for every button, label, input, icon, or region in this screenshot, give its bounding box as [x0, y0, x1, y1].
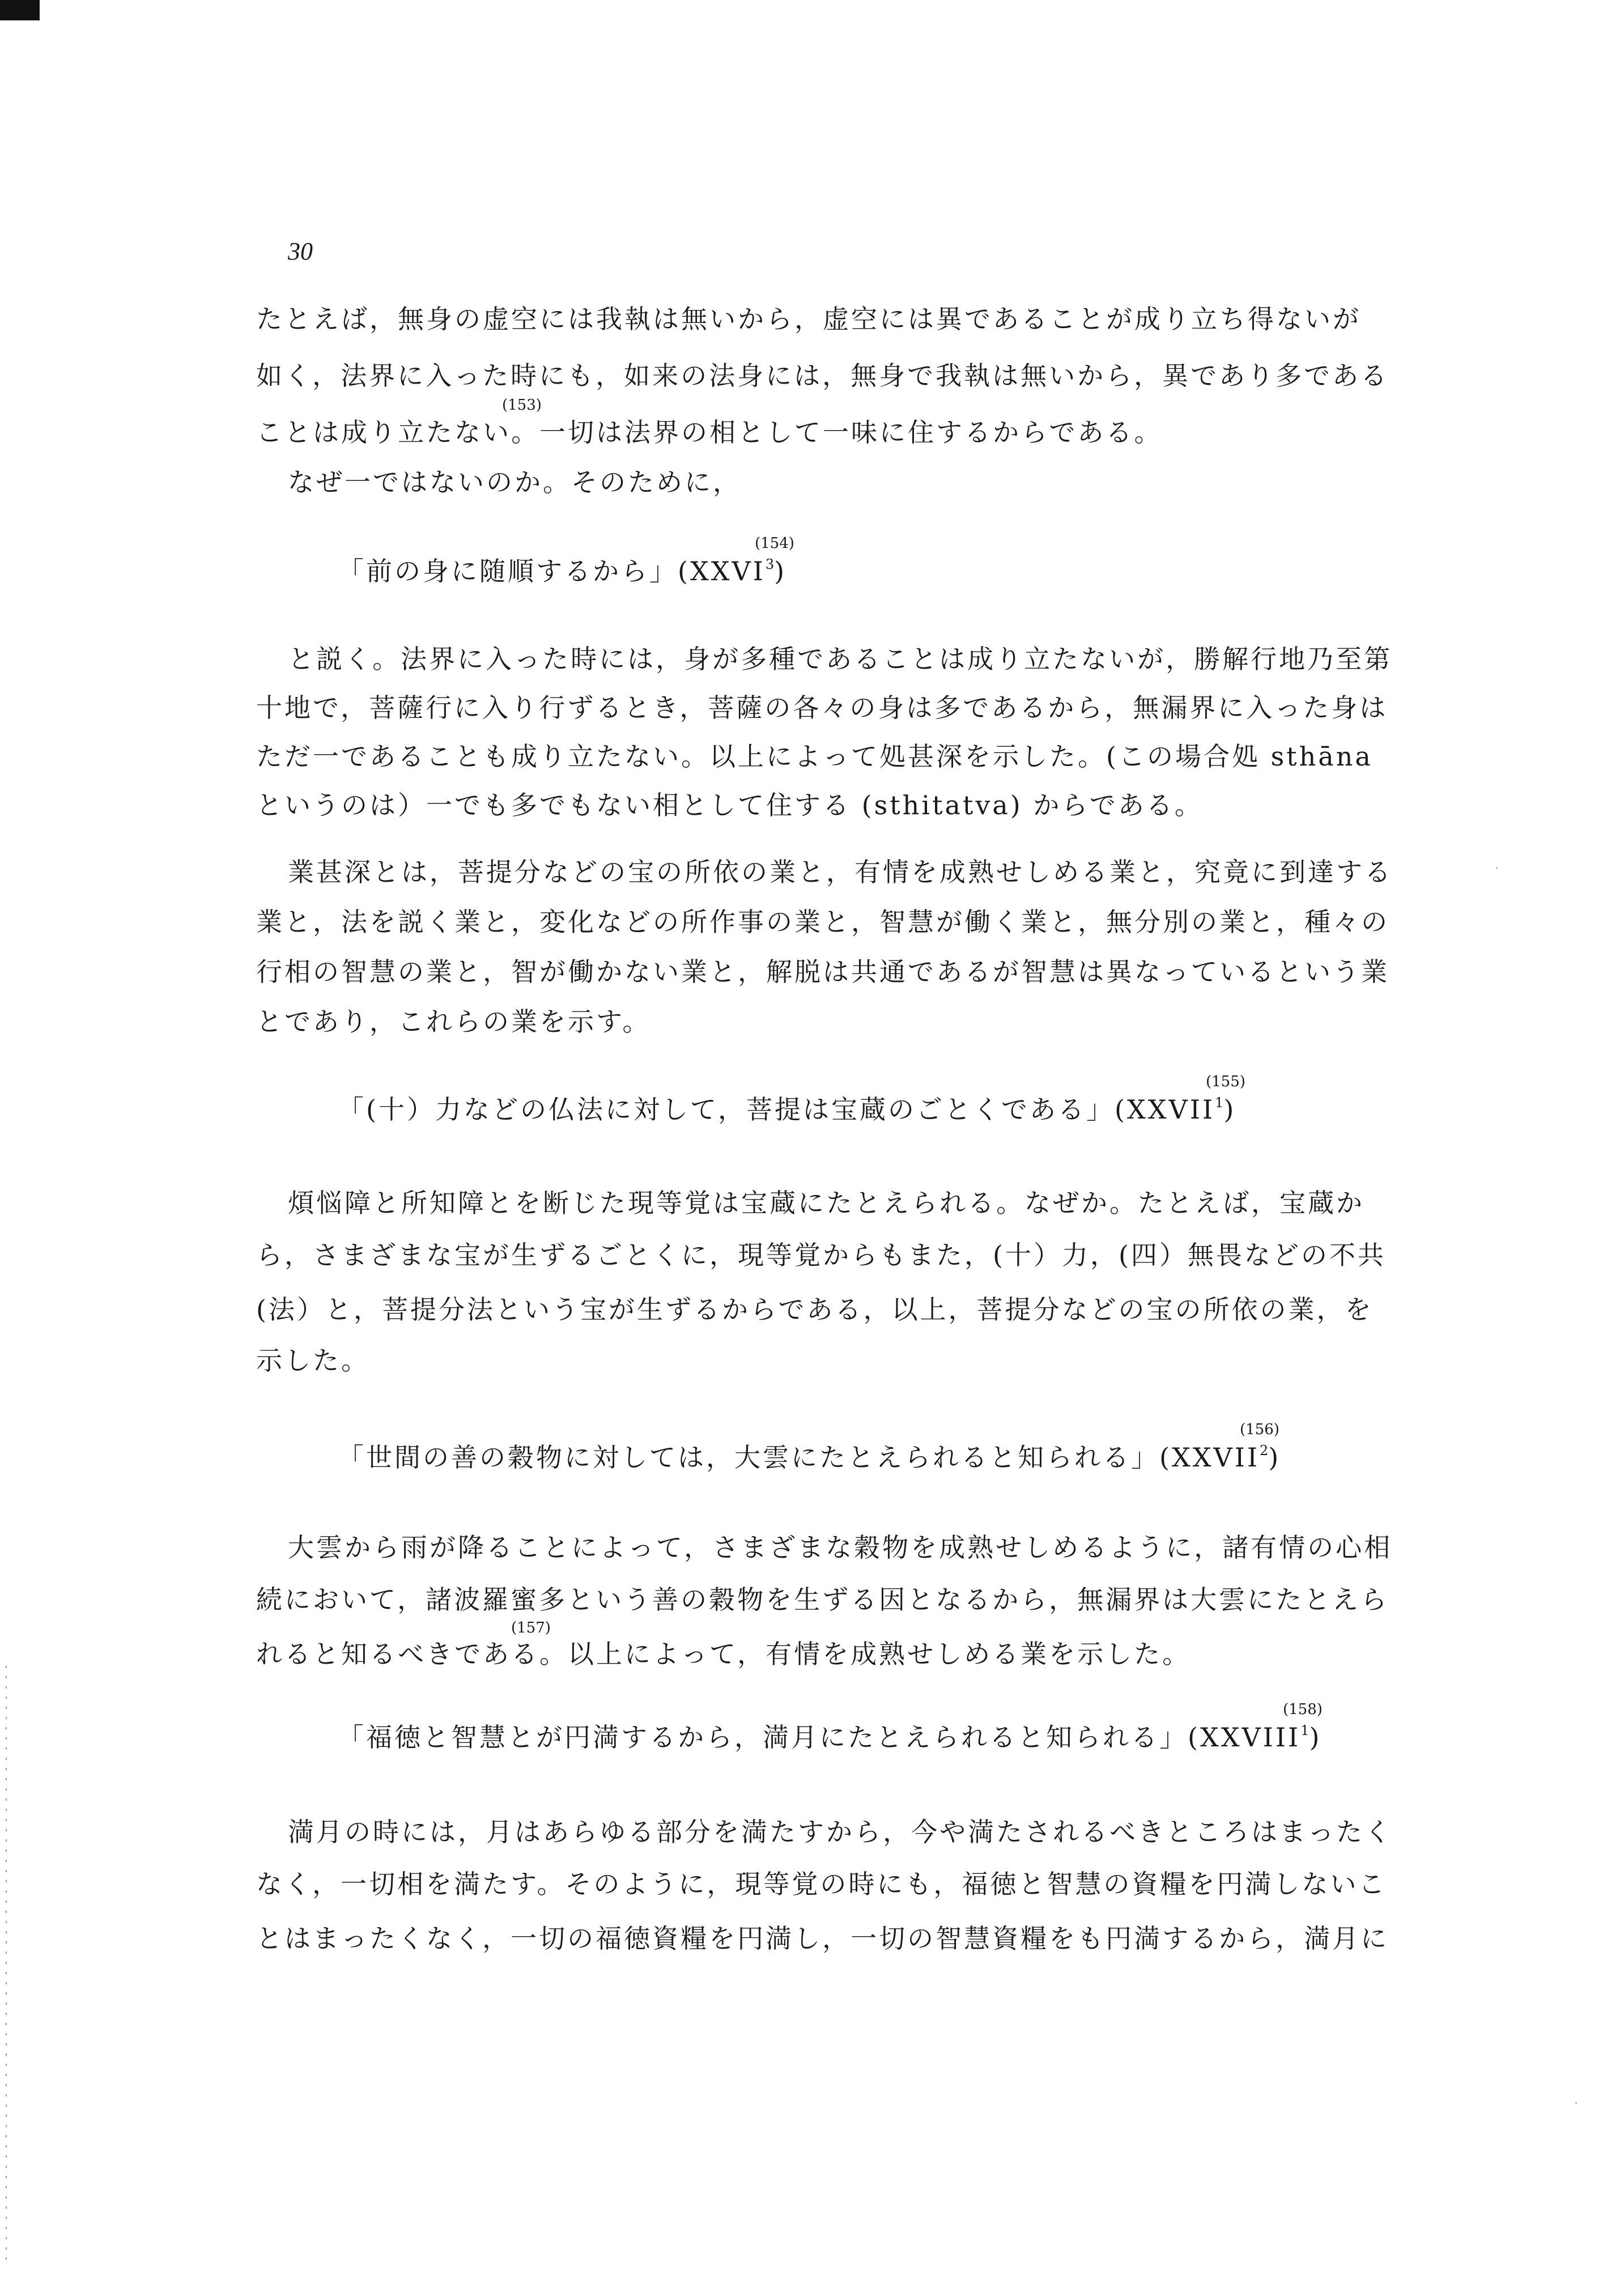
text-line: たとえば，無身の虚空には我執は無いから，虚空には異であることが成り立ち得ないが: [256, 304, 1361, 334]
text-line: なく，一切相を満たす。そのように，現等覚の時にも，福徳と智慧の資糧を円満しないこ: [256, 1869, 1387, 1899]
text-line: 示した。: [256, 1345, 369, 1376]
text-line: とであり，これらの業を示す。: [256, 1006, 651, 1037]
verse-text: 「前の身に随順するから」(XXVI: [338, 556, 766, 586]
verse-close: ): [1268, 1442, 1281, 1473]
text-line: 行相の智慧の業と，智が働かない業と，解脱は共通であるが智慧は異なっているという業: [256, 956, 1389, 987]
scan-corner-mark: [0, 0, 40, 20]
verse-quote: [338, 558, 787, 584]
verse-close: ): [1223, 1094, 1236, 1125]
footnote-ref: (153): [502, 397, 542, 414]
verse-quote: [338, 1722, 1322, 1753]
text-line: と説く。法界に入った時には，身が多種であることは成り立たないが，勝解行地乃至第: [288, 644, 1393, 674]
page-number: 30: [288, 237, 313, 265]
scan-speck: [1575, 2102, 1577, 2104]
text-line: 業甚深とは，菩提分などの宝の所依の業と，有情を成熟せしめる業と，究竟に到達する: [288, 857, 1393, 887]
text-line: というのは）一でも多でもない相として住する (sthitatva) からである。: [256, 790, 1203, 820]
verse-text: 「(十）力などの仏法に対して，菩提は宝蔵のごとくである」(XXVII: [338, 1094, 1215, 1125]
scan-speck: [1496, 867, 1498, 869]
verse-superscript: 3: [765, 556, 775, 572]
verse-quote: [338, 1442, 1281, 1473]
footnote-ref: (156): [1240, 1421, 1279, 1438]
verse-superscript: 1: [1300, 1723, 1310, 1738]
footnote-ref: (154): [755, 535, 794, 552]
verse-text: 「世間の善の穀物に対しては，大雲にたとえられると知られる」(XXVII: [338, 1442, 1260, 1473]
text-line: 満月の時には，月はあらゆる部分を満たすから，今や満たされるべきところはまったく: [288, 1817, 1393, 1847]
verse-close: ): [1309, 1722, 1322, 1753]
scan-margin-artifact: [6, 1666, 7, 2261]
text-line: 大雲から雨が降ることによって，さまざまな穀物を成熟せしめるように，諸有情の心相: [288, 1532, 1393, 1563]
text-line: れると知るべきである。以上によって，有情を成熟せしめる業を示した。: [256, 1639, 1191, 1669]
text-line: 煩悩障と所知障とを断じた現等覚は宝蔵にたとえられる。なぜか。たとえば，宝蔵か: [288, 1188, 1364, 1218]
text-line: [256, 417, 1163, 448]
text-line: とはまったくなく，一切の福徳資糧を円満し，一切の智慧資糧をも円満するから，満月に: [256, 1923, 1389, 1954]
text-fragment: ことは成り立たない。一切は法界の相として一味に住するからである。: [256, 417, 1163, 448]
text-line: ら，さまざまな宝が生ずるごとくに，現等覚からもまた，(十）力，(四）無畏などの不共: [256, 1240, 1386, 1270]
text-line: 如く，法界に入った時にも，如来の法身には，無身で我執は無いから，異であり多である: [256, 360, 1389, 391]
verse-close: ): [774, 556, 787, 586]
text-line: 続において，諸波羅蜜多という善の穀物を生ずる因となるから，無漏界は大雲にたとえら: [256, 1584, 1389, 1615]
verse-quote: [338, 1096, 1236, 1123]
verse-text: 「福徳と智慧とが円満するから，満月にたとえられると知られる」(XXVIII: [338, 1722, 1301, 1753]
verse-superscript: 1: [1215, 1095, 1224, 1111]
text-line: 業と，法を説く業と，変化などの所作事の業と，智慧が働く業と，無分別の業と，種々の: [256, 907, 1389, 937]
text-line: (法）と，菩提分法という宝が生ずるからである，以上，菩提分などの宝の所依の業，を: [256, 1294, 1374, 1325]
text-line: ただ一であることも成り立たない。以上によって処甚深を示した。(この場合処 sthāna: [256, 741, 1373, 772]
footnote-ref: (157): [511, 1619, 551, 1636]
footnote-ref: (155): [1206, 1073, 1245, 1090]
text-line: なぜ一ではないのか。そのために，: [288, 467, 741, 498]
footnote-ref: (158): [1283, 1701, 1323, 1718]
text-line: 十地で，菩薩行に入り行ずるとき，菩薩の各々の身は多であるから，無漏界に入った身は: [256, 692, 1388, 723]
verse-superscript: 2: [1260, 1443, 1269, 1459]
